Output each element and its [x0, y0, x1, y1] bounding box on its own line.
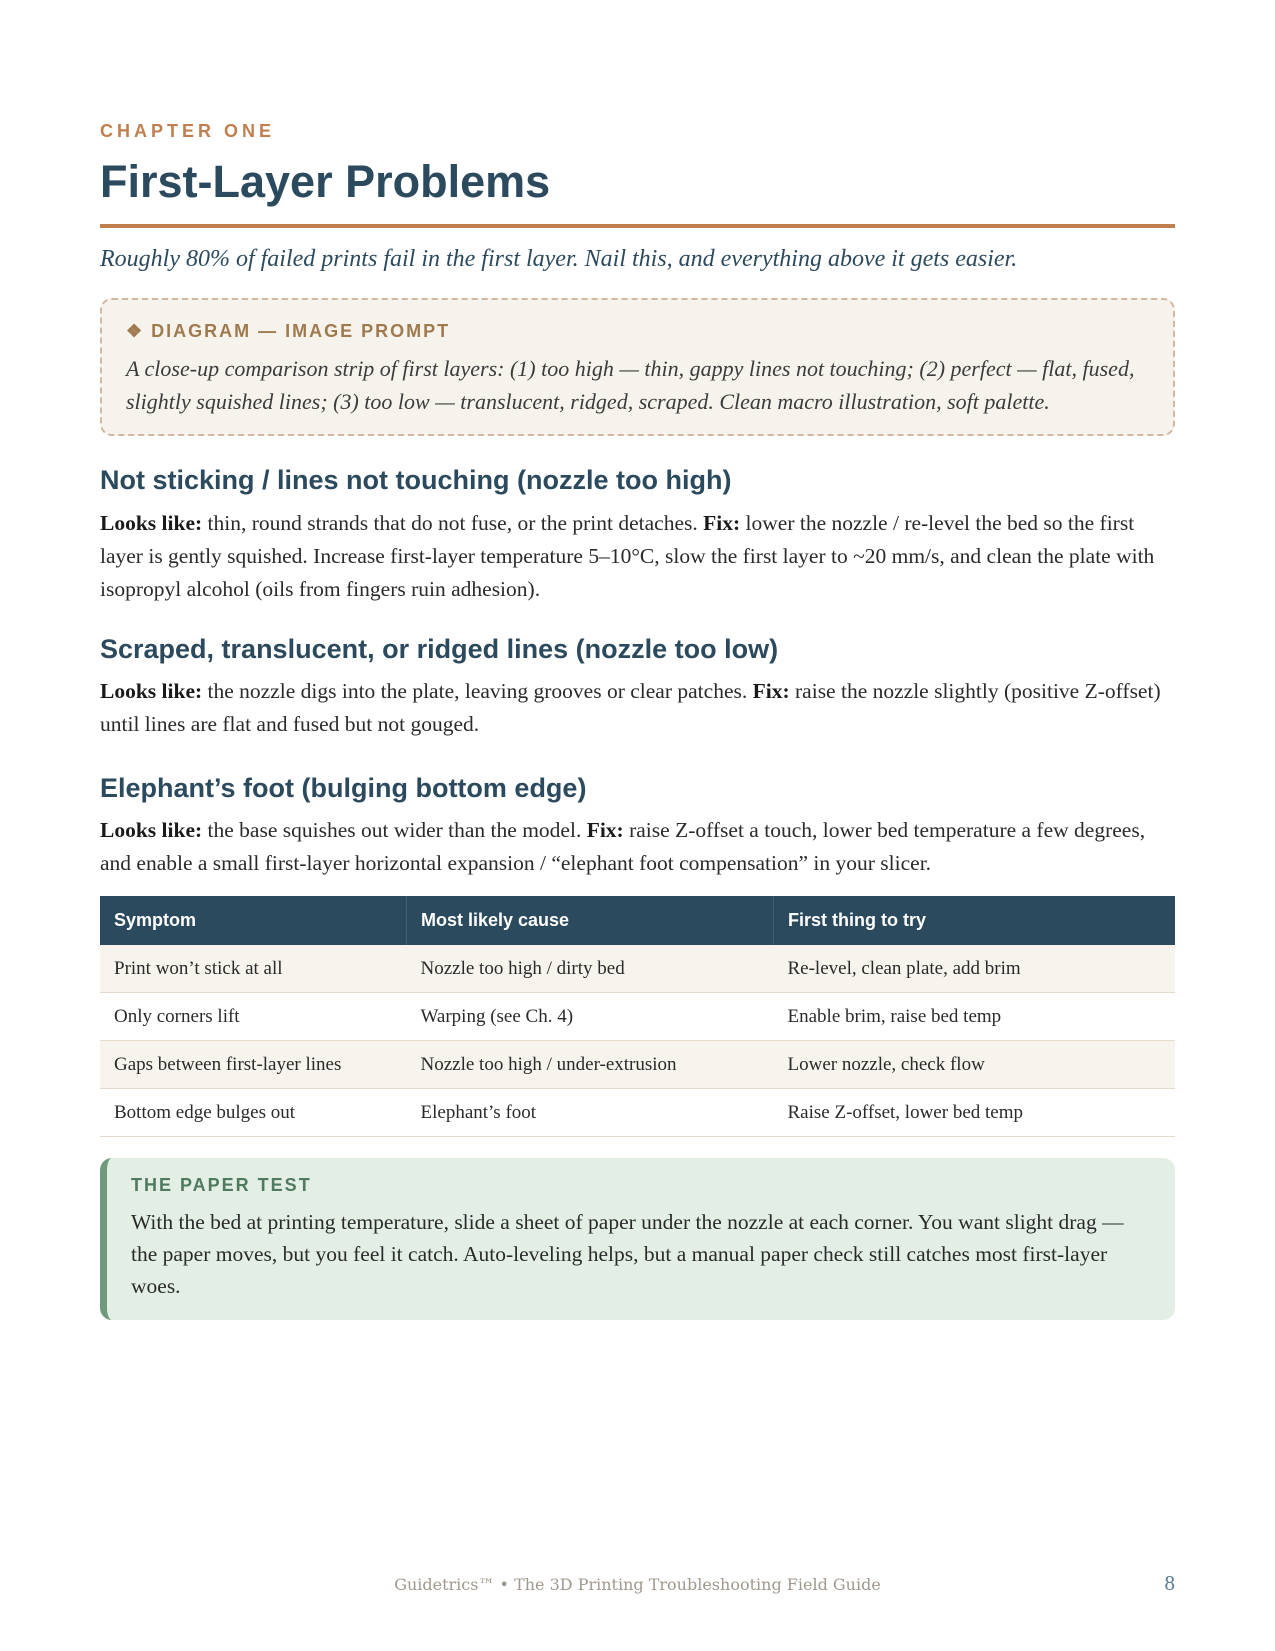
diagram-prompt-box: [100, 298, 1175, 436]
symptom-table: [100, 896, 1175, 1137]
looks-like-label: Looks like:: [100, 679, 203, 703]
table-row: [100, 1041, 1175, 1089]
chapter-label: CHAPTER ONE: [100, 121, 276, 141]
column-header-symptom: Symptom: [100, 896, 407, 945]
document-page: [100, 0, 1175, 1320]
looks-like-text: thin, round strands that do not fuse, or the print detaches.: [202, 511, 704, 535]
section-heading-nozzle-too-low: Scraped, translucent, or ridged lines (nozzle too low): [100, 634, 779, 664]
section-body-nozzle-too-low: [100, 675, 1175, 741]
page-title: First-Layer Problems: [100, 156, 551, 207]
section-body-nozzle-too-high: [100, 507, 1175, 606]
fix-text: raise Z-offset a touch, lower bed temperature a few degrees, and enable a small first-layer horizontal expansion / “elephant foot compensation” in your slicer.: [100, 818, 1146, 875]
table-cell: Warping (see Ch. 4): [407, 993, 774, 1041]
fix-label: Fix:: [752, 679, 790, 703]
looks-like-text: the base squishes out wider than the model.: [202, 818, 587, 842]
looks-like-text: the nozzle digs into the plate, leaving grooves or clear patches.: [202, 679, 753, 703]
table-cell: Gaps between first-layer lines: [100, 1041, 407, 1089]
table-cell: Lower nozzle, check flow: [774, 1041, 1176, 1089]
column-header-first-try: First thing to try: [774, 896, 1176, 945]
looks-like-label: Looks like:: [100, 818, 203, 842]
fix-text: lower the nozzle / re-level the bed so the first layer is gently squished. Increase first-layer temperature 5–10°C, slow the first layer to ~20 mm/s, and clean the plate with isopropyl alcohol (oils from fingers ruin adhesion).: [100, 511, 1155, 601]
chapter-lede: Roughly 80% of failed prints fail in the first layer. Nail this, and everything above it gets easier.: [100, 246, 1018, 272]
paper-test-callout: [100, 1158, 1175, 1320]
table-cell: Enable brim, raise bed temp: [774, 993, 1176, 1041]
callout-text: With the bed at printing temperature, slide a sheet of paper under the nozzle at each corner. You want slight drag — the paper moves, but you feel it catch. Auto-leveling helps, but a manual paper check still catches most first-layer woes.: [131, 1210, 1124, 1298]
table-header-row: [100, 896, 1175, 945]
table-cell: Bottom edge bulges out: [100, 1089, 407, 1137]
title-divider: [100, 224, 1175, 228]
fix-label: Fix:: [586, 818, 624, 842]
fix-text: raise the nozzle slightly (positive Z-offset) until lines are flat and fused but not gouged.: [100, 679, 1161, 736]
column-header-cause: Most likely cause: [407, 896, 774, 945]
table-row: [100, 1089, 1175, 1137]
page-footer: Guidetrics™ • The 3D Printing Troubleshooting Field Guide: [394, 1575, 881, 1594]
table-cell: Print won’t stick at all: [100, 945, 407, 993]
table-row: [100, 993, 1175, 1041]
table-cell: Raise Z-offset, lower bed temp: [774, 1089, 1176, 1137]
looks-like-label: Looks like:: [100, 511, 203, 535]
fix-label: Fix:: [703, 511, 741, 535]
table-row: [100, 945, 1175, 993]
diagram-prompt-heading: ❖ DIAGRAM — IMAGE PROMPT: [126, 321, 451, 341]
table-cell: Nozzle too high / dirty bed: [407, 945, 774, 993]
callout-heading: THE PAPER TEST: [131, 1175, 312, 1195]
section-heading-nozzle-too-high: Not sticking / lines not touching (nozzle too high): [100, 465, 732, 495]
page-number: 8: [1164, 1571, 1175, 1595]
table-cell: Nozzle too high / under-extrusion: [407, 1041, 774, 1089]
table-cell: Elephant’s foot: [407, 1089, 774, 1137]
section-body-elephants-foot: [100, 814, 1175, 880]
diagram-prompt-text: A close-up comparison strip of first layers: (1) too high — thin, gappy lines not touching; (2) perfect — flat, fused, slightly squished lines; (3) too low — translucent, ridged, scraped. Clean macro illustration, soft palette.: [126, 356, 1135, 414]
section-heading-elephants-foot: Elephant’s foot (bulging bottom edge): [100, 773, 587, 803]
table-cell: Re-level, clean plate, add brim: [774, 945, 1176, 993]
table-cell: Only corners lift: [100, 993, 407, 1041]
